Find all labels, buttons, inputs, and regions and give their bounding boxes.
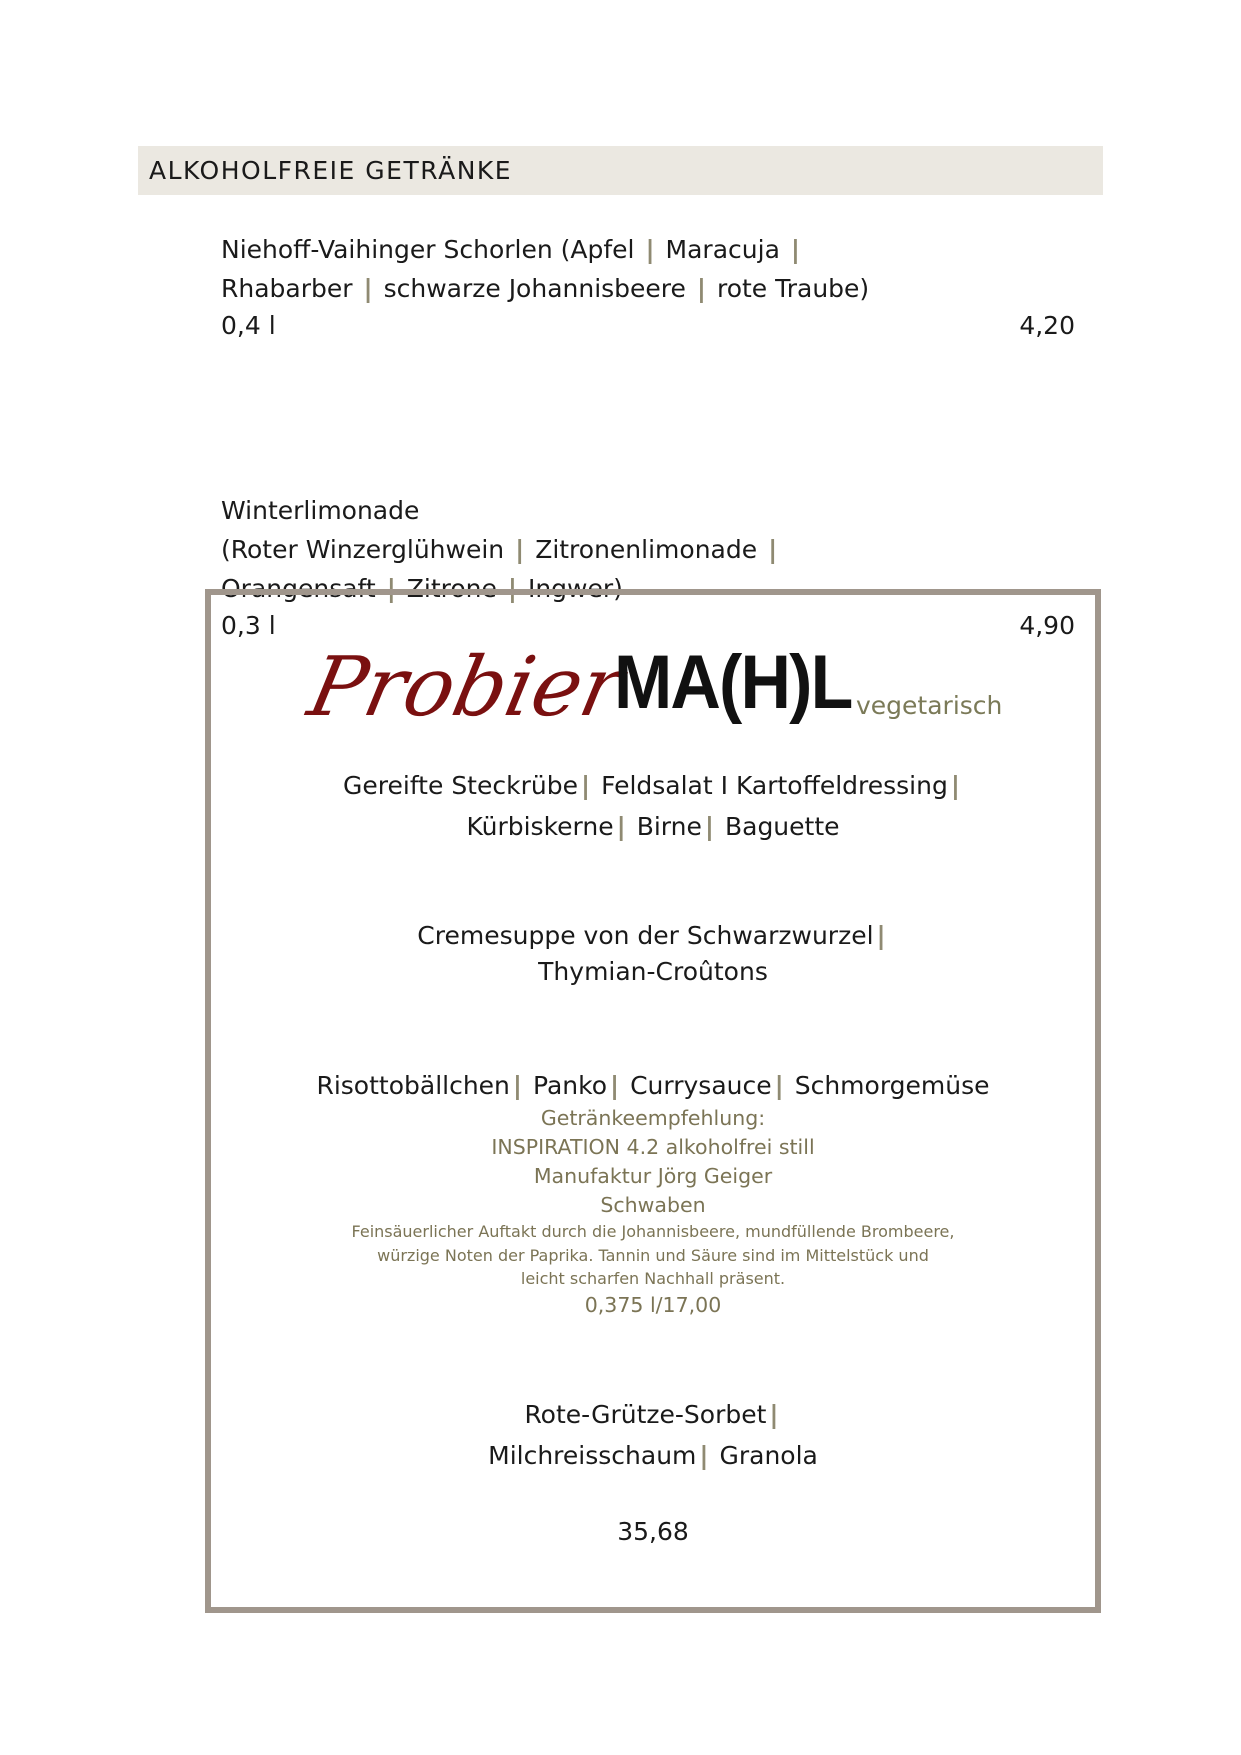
drink-line: Rhabarber | schwarze Johannisbeere | rote Traube) [221, 274, 870, 303]
menu-subtitle: vegetarisch [856, 691, 1003, 720]
drink-price: 4,90 [1019, 611, 1075, 640]
recommendation-name: INSPIRATION 4.2 alkoholfrei still [491, 1135, 815, 1159]
logo-script-text: Probier [300, 638, 632, 735]
drink-volume: 0,3 l [221, 611, 276, 640]
recommendation-region: Schwaben [600, 1193, 706, 1217]
recommendation-description: würzige Noten der Paprika. Tannin und Säure sind im Mittelstück und [377, 1245, 929, 1265]
probier-script-logo [300, 635, 632, 735]
course-dessert: Rote-Grütze-Sorbet | Milchreisschaum | Granola [488, 1400, 818, 1470]
course-main: Risottobällchen | Panko | Currysauce | Schmorgemüse Getränkeempfehlung: INSPIRATION 4.2 alkoholfrei still Manufaktur Jörg Geiger Schwaben Feinsäuerlicher Auftakt durch die Johannisbeere, mundfüllende Brombeere, würzige Noten der Paprika. Tannin und Säure sind im Mittelstück und leicht scharfen Nachhall präsent. 0,375 l/17,00 [211, 1068, 1095, 1320]
drink-line: (Roter Winzerglühwein | Zitronenlimonade | [221, 535, 778, 564]
menu-logo [211, 635, 1095, 735]
drink-line: Niehoff-Vaihinger Schorlen (Apfel | Maracuja | [221, 235, 800, 264]
drink-price: 4,20 [1019, 311, 1075, 340]
drink-volume: 0,4 l [221, 311, 276, 340]
recommendation-producer: Manufaktur Jörg Geiger [533, 1164, 773, 1188]
menu-price: 35,68 [617, 1517, 689, 1546]
recommendation-price: 0,375 l/17,00 [584, 1292, 722, 1317]
recommendation-description: leicht scharfen Nachhall präsent. [520, 1269, 786, 1288]
drink-line: Orangensaft | Zitrone | Ingwer) [221, 574, 623, 603]
drink-item [221, 230, 1075, 344]
logo-block-text: MA(H)L [614, 640, 852, 725]
recommendation-description: Feinsäuerlicher Auftakt durch die Johannisbeere, mundfüllende Brombeere, [351, 1222, 955, 1241]
drink-recommendation [211, 1104, 1095, 1320]
course-starter: Gereifte Steckrübe | Feldsalat I Kartoffeldressing | Kürbiskerne | Birne | Baguette [343, 771, 960, 841]
section-title: ALKOHOLFREIE GETRÄNKE [149, 156, 513, 185]
course-soup: Cremesuppe von der Schwarzwurzel | Thymian-Croûtons [417, 921, 886, 986]
tasting-menu-box [205, 589, 1101, 1613]
section-header [138, 146, 1103, 195]
recommendation-heading: Getränkeempfehlung: [540, 1106, 766, 1130]
drink-line: Winterlimonade [221, 496, 420, 525]
drink-volume-price [221, 308, 1075, 344]
